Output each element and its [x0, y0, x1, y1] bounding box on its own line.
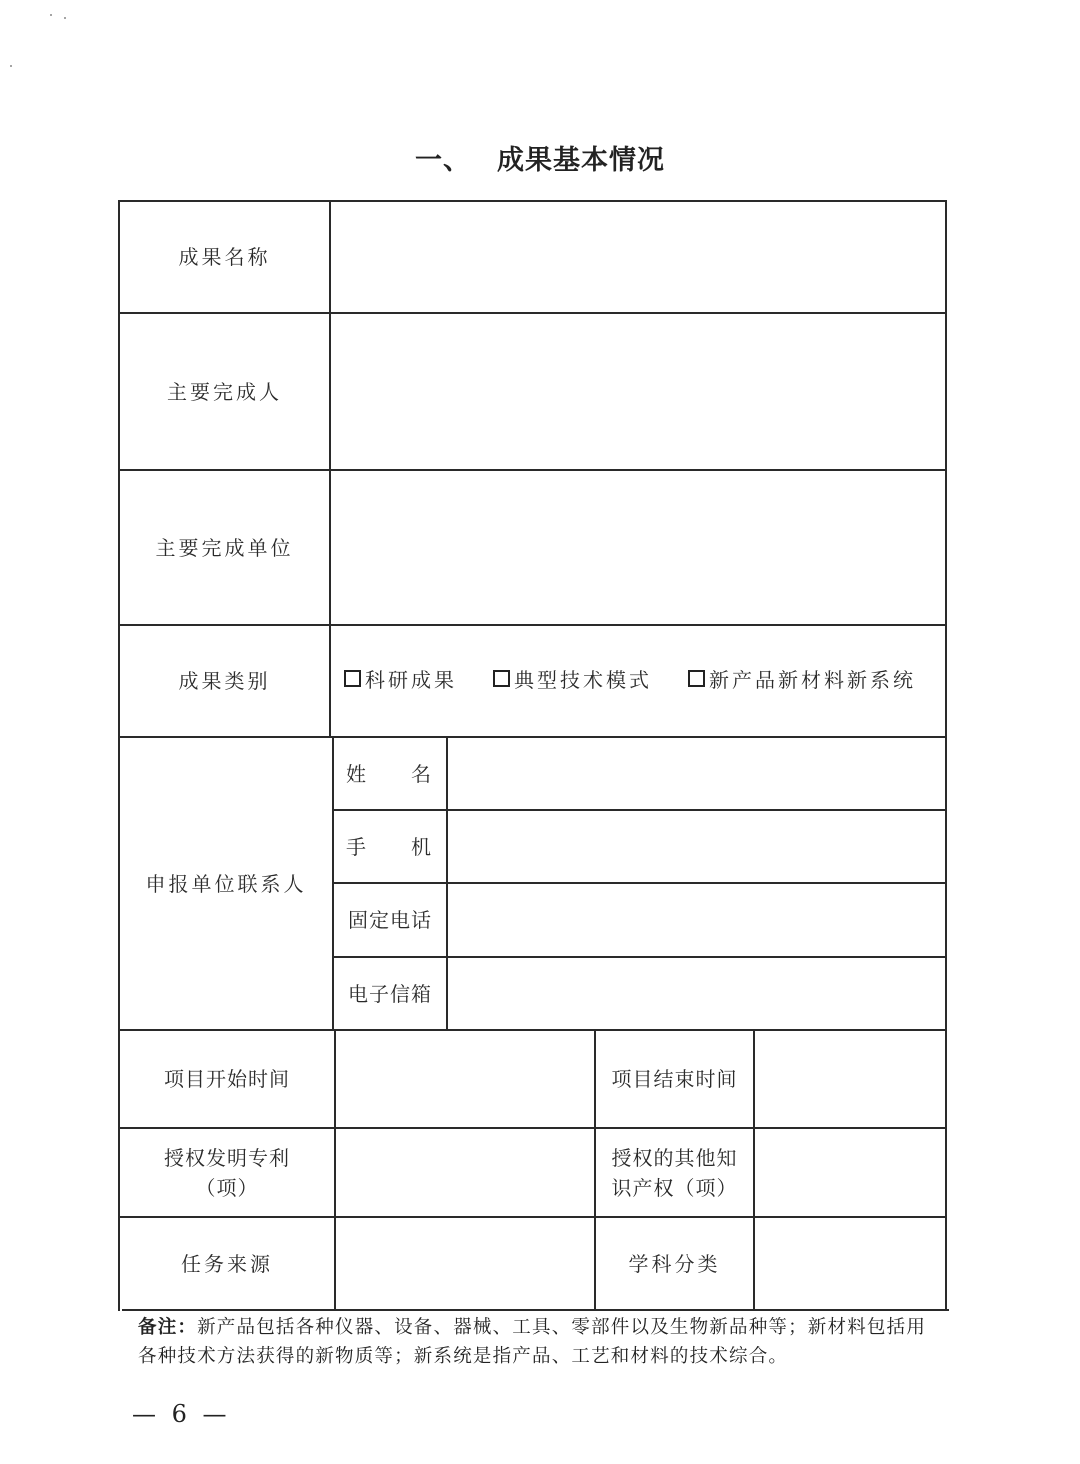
discipline-field[interactable]: [755, 1218, 945, 1309]
category-option-label: 新产品新材料新系统: [709, 668, 916, 692]
other-ip-label: [596, 1129, 753, 1216]
footnote-text: 新产品包括各种仪器、设备、器械、工具、零部件以及生物新品种等；新材料包括用各种技术方法获得的新物质等；新系统是指产品、工艺和材料的技术综合。: [138, 1317, 927, 1367]
contact-person-label: 申报单位联系人: [145, 871, 307, 896]
scan-speck: [64, 17, 66, 19]
task-source-field[interactable]: [336, 1218, 594, 1309]
invention-patents-label: [120, 1129, 334, 1216]
discipline-label: 学科分类: [628, 1251, 721, 1276]
contact-landline-label: 固定电话: [348, 908, 432, 932]
end-time-label: 项目结束时间: [611, 1067, 738, 1091]
contact-name-label: [334, 738, 446, 809]
invention-patents-label-line2: （项）: [195, 1175, 259, 1200]
checkbox-icon[interactable]: [344, 670, 361, 687]
contact-email-field[interactable]: [448, 958, 945, 1029]
footnote: [138, 1313, 938, 1371]
end-time-field[interactable]: [755, 1031, 945, 1127]
other-ip-label-line1: 授权的其他知: [611, 1145, 738, 1170]
contact-mobile-label-a: 手: [346, 834, 369, 859]
page-number: — 6 —: [132, 1400, 231, 1428]
contact-email-label: 电子信箱: [348, 981, 432, 1006]
achievement-name-label: 成果名称: [178, 245, 271, 269]
other-ip-field[interactable]: [755, 1129, 945, 1216]
achievement-name-field[interactable]: [331, 202, 945, 312]
checkbox-icon[interactable]: [493, 670, 510, 687]
contact-name-label-b: 名: [411, 761, 434, 786]
scan-speck: [10, 65, 12, 67]
category-option-label: 科研成果: [365, 668, 457, 692]
section-title: [0, 138, 1080, 177]
start-time-label: 项目开始时间: [164, 1067, 290, 1091]
category-option-new-product[interactable]: [688, 664, 916, 693]
scan-speck: [50, 14, 52, 16]
task-source-label: 任务来源: [181, 1251, 273, 1276]
category-label: 成果类别: [178, 669, 271, 693]
other-ip-label-line2: 识产权（项）: [611, 1175, 738, 1200]
table-border-right: [945, 200, 947, 1311]
contact-mobile-label-b: 机: [411, 834, 434, 859]
footnote-prefix: 备注：: [138, 1317, 198, 1338]
invention-patents-label-line1: 授权发明专利: [164, 1145, 290, 1170]
contact-name-label-a: 姓: [346, 761, 369, 786]
category-option-tech-model[interactable]: [493, 664, 652, 693]
start-time-field[interactable]: [336, 1031, 594, 1127]
section-title-text: 成果基本情况: [497, 145, 665, 176]
category-option-label: 典型技术模式: [514, 668, 652, 692]
category-option-research[interactable]: [344, 664, 457, 693]
category-options: [344, 664, 916, 693]
contact-landline-field[interactable]: [448, 884, 945, 956]
table-border-bottom: [122, 1309, 949, 1311]
contact-name-field[interactable]: [448, 738, 945, 809]
section-number: 一、: [415, 145, 471, 176]
contact-mobile-label: [334, 811, 446, 882]
invention-patents-field[interactable]: [336, 1129, 594, 1216]
main-contributors-label: 主要完成人: [167, 379, 282, 404]
checkbox-icon[interactable]: [688, 670, 705, 687]
main-units-field[interactable]: [331, 471, 945, 624]
main-contributors-field[interactable]: [331, 314, 945, 469]
main-units-label: 主要完成单位: [155, 535, 294, 560]
contact-mobile-field[interactable]: [448, 811, 945, 882]
